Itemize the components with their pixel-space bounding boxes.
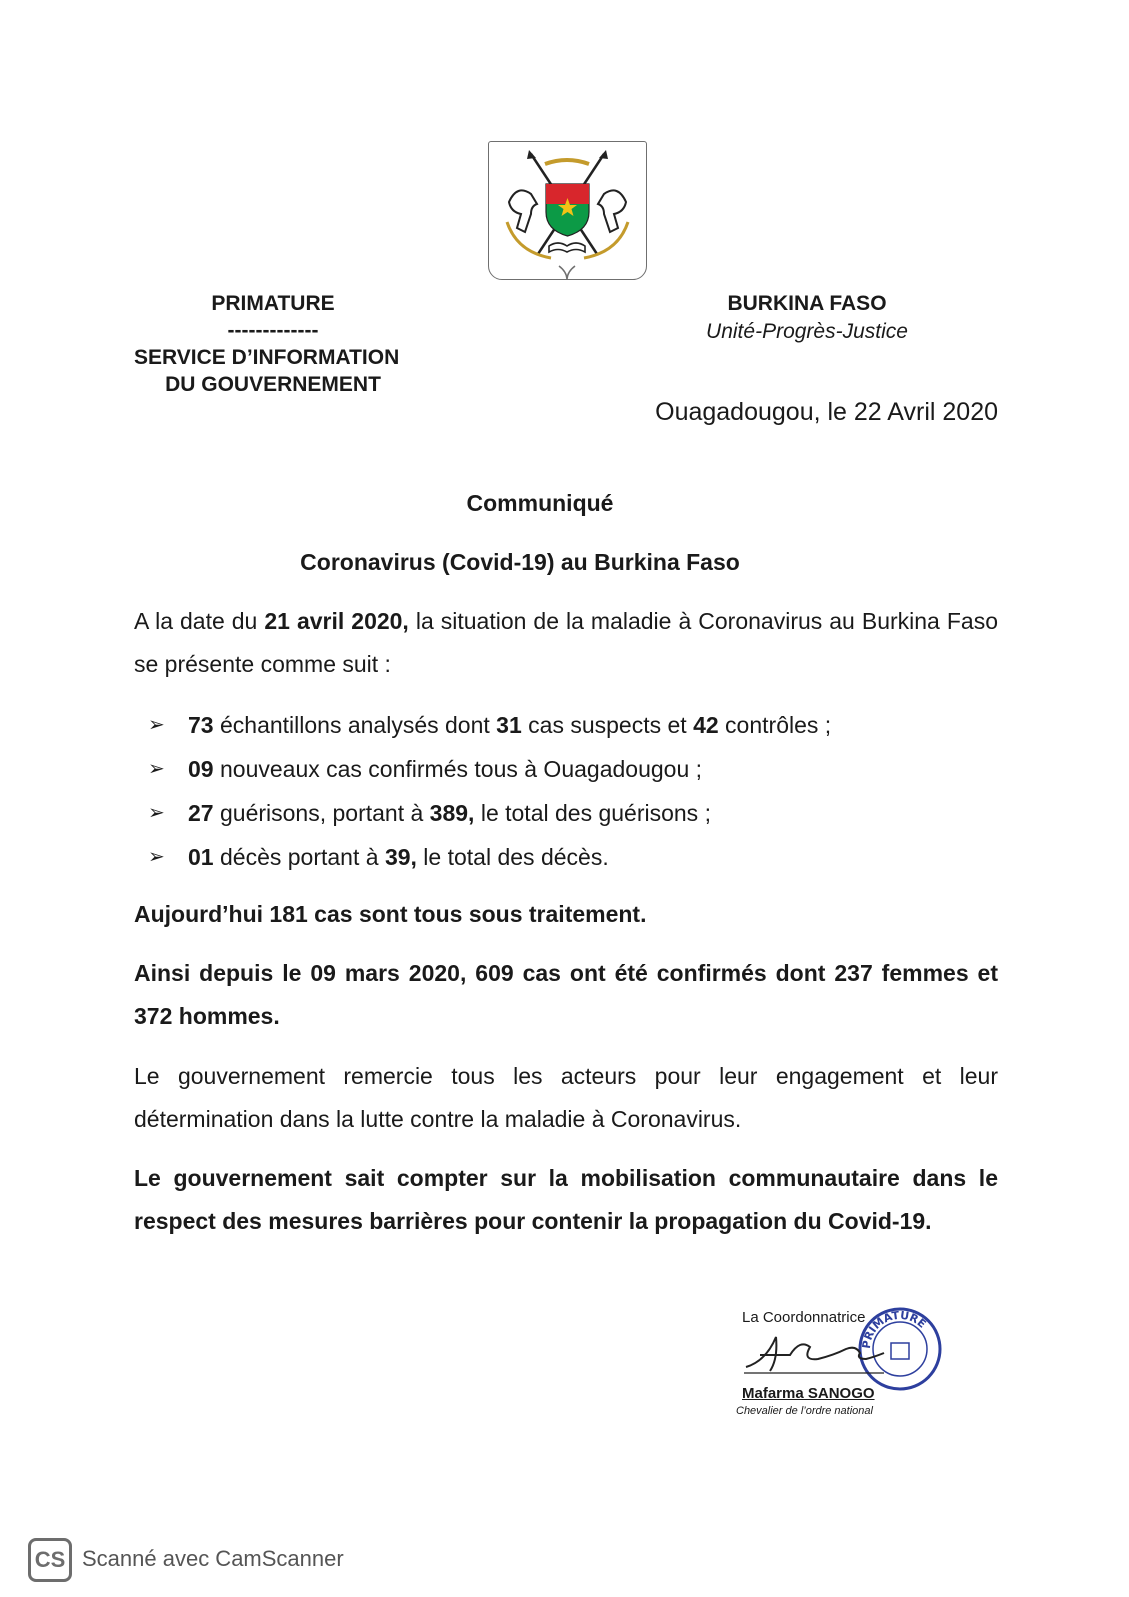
handwritten-signature-icon <box>740 1329 890 1381</box>
arrow-bullet-icon: ➢ <box>148 758 165 780</box>
today-paragraph: Aujourd’hui 181 cas sont tous sous traitement. <box>134 901 647 927</box>
place-date: Ouagadougou, le 22 Avril 2020 <box>655 398 998 426</box>
header-service: SERVICE D’INFORMATION <box>134 346 400 369</box>
header-gouvernement: DU GOUVERNEMENT <box>165 373 381 396</box>
list-item: ➢ 01 décès portant à 39, le total des décès. <box>148 835 998 879</box>
signatory-title: La Coordonnatrice <box>742 1309 866 1326</box>
intro-paragraph <box>134 600 998 686</box>
thanks-paragraph: Le gouvernement remercie tous les acteurs pour leur engagement et leur détermination dans la lutte contre la maladie à Coronavirus. <box>134 1063 998 1132</box>
list-item: ➢ 73 échantillons analysés dont 31 cas suspects et 42 contrôles ; <box>148 703 998 747</box>
figures-list <box>148 703 998 879</box>
header-country: BURKINA FASO <box>727 292 887 315</box>
scanner-watermark: Scanné avec CamScanner <box>82 1546 344 1571</box>
camscanner-footer <box>28 1538 468 1584</box>
intro-date: 21 avril 2020, <box>264 608 409 634</box>
signatory-distinction: Chevalier de l’ordre national <box>736 1405 873 1417</box>
signature-block <box>736 1305 970 1425</box>
signatory-name: Mafarma SANOGO <box>742 1385 875 1402</box>
intro-before: A la date du <box>134 608 265 634</box>
arrow-bullet-icon: ➢ <box>148 714 165 736</box>
intro-after: la situation de la maladie à Coronavirus au Burkina Faso se présente comme suit : <box>134 608 998 677</box>
header-primature: PRIMATURE <box>211 292 335 315</box>
header-separator: ------------- <box>227 319 319 342</box>
since-paragraph: Ainsi depuis le 09 mars 2020, 609 cas ont été confirmés dont 237 femmes et 372 hommes. <box>134 960 998 1029</box>
list-item: ➢ 27 guérisons, portant à 389, le total des guérisons ; <box>148 791 998 835</box>
arrow-bullet-icon: ➢ <box>148 846 165 868</box>
header-motto: Unité-Progrès-Justice <box>706 320 908 343</box>
document-title: Communiqué <box>466 490 614 516</box>
coat-of-arms-icon <box>488 141 647 280</box>
coat-of-arms-drawing <box>489 142 646 279</box>
closing-paragraph: Le gouvernement sait compter sur la mobilisation communautaire dans le respect des mesures barrières pour contenir la propagation du Covid-19. <box>134 1165 998 1234</box>
document-subtitle: Coronavirus (Covid-19) au Burkina Faso <box>300 549 740 575</box>
arrow-bullet-icon: ➢ <box>148 802 165 824</box>
camscanner-logo-icon: CS <box>28 1538 72 1582</box>
list-item: ➢ 09 nouveaux cas confirmés tous à Ouagadougou ; <box>148 747 998 791</box>
svg-text:PRIMATURE: PRIMATURE <box>859 1308 929 1350</box>
